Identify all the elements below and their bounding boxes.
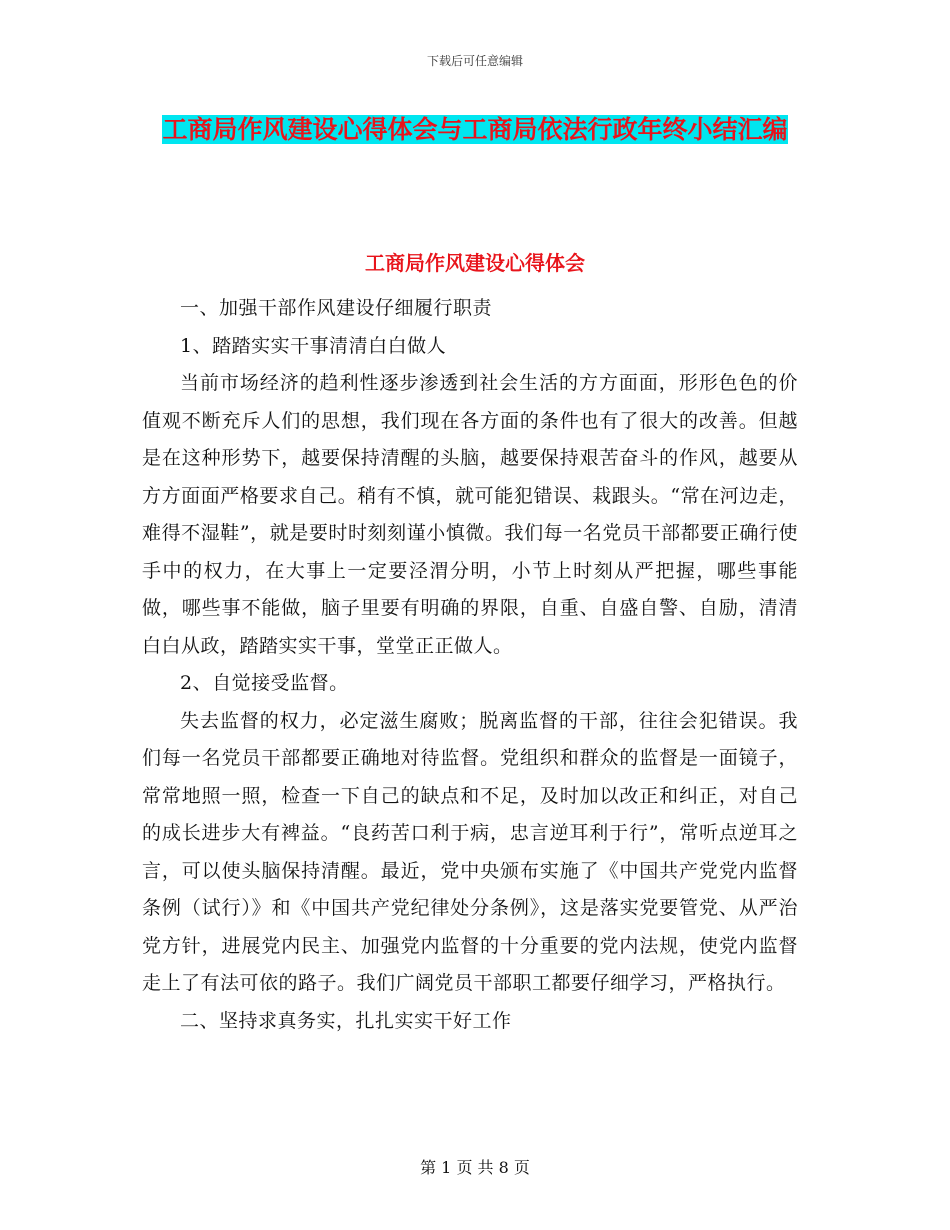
document-title-text: 工商局作风建设心得体会与工商局依法行政年终小结汇编: [162, 115, 788, 144]
header-note: 下载后可任意编辑: [426, 54, 523, 68]
section-title: 工商局作风建设心得体会: [365, 251, 585, 275]
heading-level-2: 1、踏踏实实干事清清白白做人: [180, 334, 447, 357]
document-body: [142, 290, 798, 1040]
heading-level-2: 2、自觉接受监督。: [180, 672, 349, 694]
page-number-footer: 第 1 页 共 8 页: [420, 1158, 530, 1177]
heading-level-1: 一、加强干部作风建设仔细履行职责: [180, 297, 493, 319]
heading-level-1: 二、坚持求真务实，扎扎实实干好工作: [180, 1009, 512, 1032]
document-title: [140, 108, 810, 152]
body-paragraph: 失去监督的权力，必定滋生腐败；脱离监督的干部，往往会犯错误。我们每一名党员干部都要正确地对待监督。党组织和群众的监督是一面镜子，常常地照一照，检查一下自己的缺点和不足，及时加以改正和纠正，对自己的成长进步大有裨益。“良药苦口利于病，忠言逆耳利于行”，常听点逆耳之言，可以使头脑保持清醒。最近，党中央颁布实施了《中国共产党党内监督条例（试行）》和《中国共产党纪律处分条例》，这是落实党要管党、从严治党方针，进展党内民主、加强党内监督的十分重要的党内法规，使党内监督走上了有法可依的路子。我们广阔党员干部职工都要仔细学习，严格执行。: [142, 709, 798, 994]
body-paragraph: 当前市场经济的趋利性逐步渗透到社会生活的方方面面，形形色色的价值观不断充斥人们的思想，我们现在各方面的条件也有了很大的改善。但越是在这种形势下，越要保持清醒的头脑，越要保持艰苦奋斗的作风，越要从方方面面严格要求自己。稍有不慎，就可能犯错误、栽跟头。“常在河边走，难得不湿鞋”，就是要时时刻刻谨小慎微。我们每一名党员干部都要正确行使手中的权力，在大事上一定要泾渭分明，小节上时刻从严把握，哪些事能做，哪些事不能做，脑子里要有明确的界限，自重、自盛自警、自励，清清白白从政，踏踏实实干事，堂堂正正做人。: [142, 372, 798, 657]
